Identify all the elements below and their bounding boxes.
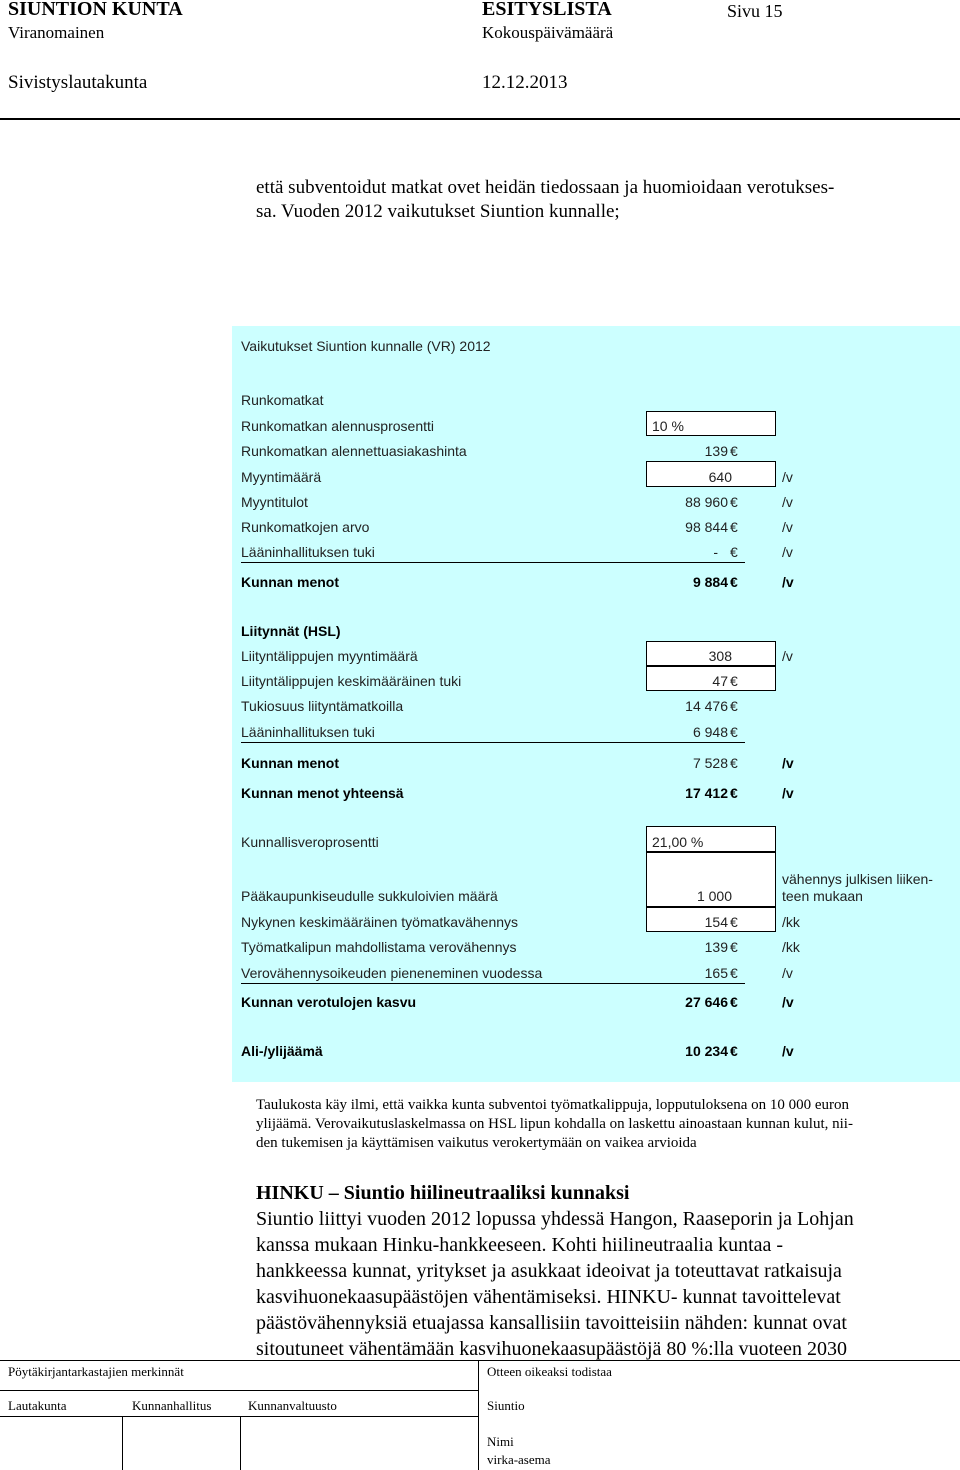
hinku-line-6: sitoutuneet vähentämään kasvihuonekaasupäästöjä 80 %:lla vuoteen 2030 [256,1338,847,1360]
footer-col-divider-2 [240,1416,241,1470]
footer-name-label: Nimi [487,1434,514,1449]
runko-support-label: Lääninhallituksen tuki [241,544,375,560]
tax-rate-label: Kunnallisveroprosentti [241,834,379,850]
runko-price-value: 139 [704,443,728,459]
footer-col-2: Kunnanhallitus [132,1398,212,1413]
tax-ticket-value: 139 [704,939,728,955]
note-line-2: ylijäämä. Verovaikutuslaskelmassa on HSL lipun kohdalla on laskettu ainoastaan kunnan kulut, nii- [256,1116,853,1132]
hsl-sales-value: 308 [708,648,732,664]
tax-increase-value: 27 646 [685,994,728,1010]
currency: € [730,755,738,771]
note-line-3: den tukemisen ja käyttämisen vaikutus verokertymään on vaikea arvioida [256,1135,697,1151]
hinku-heading: HINKU – Siuntio hiilineutraaliksi kunnaksi [256,1182,630,1204]
hsl-total-label: Kunnan menot yhteensä [241,785,404,801]
hsl-cost-label: Kunnan menot [241,755,339,771]
hsl-heading: Liitynnät (HSL) [241,623,341,639]
runko-worth-value: 98 844 [685,519,728,535]
runko-sales-unit: /v [782,469,793,485]
hsl-avg-support-value: 47 [712,673,728,689]
runko-price-label: Runkomatkan alennettuasiakashinta [241,443,467,459]
currency: € [730,574,738,590]
header-rule [0,118,960,120]
currency: € [730,994,738,1010]
hinku-line-3: hankkeessa kunnat, yritykset ja asukkaat ideoivat ja toteuttavat ratkaisuja [256,1260,842,1282]
meeting-date: 12.12.2013 [482,72,568,93]
currency: € [730,1043,738,1059]
runko-income-unit: /v [782,494,793,510]
footer-divider [478,1360,479,1470]
runko-discount-label: Runkomatkan alennusprosentti [241,418,435,434]
runko-worth-label: Runkomatkojen arvo [241,519,370,535]
hsl-cost-unit: /v [782,755,794,771]
tax-note-line-2: teen mukaan [782,888,863,904]
runko-discount-value: 10 % [652,418,684,434]
tax-sum-rule [241,983,745,984]
runko-cost-unit: /v [782,574,794,590]
footer-col-divider-1 [122,1416,123,1470]
hsl-cost-value: 7 528 [692,755,728,771]
authority: Sivistyslautakunta [8,72,148,93]
currency: € [730,544,738,560]
tax-increase-unit: /v [782,994,794,1010]
currency: € [730,914,738,930]
runko-cost-value: 9 884 [692,574,728,590]
currency: € [730,673,738,689]
table-title: Vaikutukset Siuntion kunnalle (VR) 2012 [241,338,491,354]
tax-deduction-unit: /kk [782,914,800,930]
currency: € [730,724,738,740]
runko-sum-rule [241,562,745,563]
hsl-subsidy-label: Tukiosuus liityntämatkoilla [241,698,404,714]
tax-deduction-value: 154 [704,914,728,930]
footer-top-rule [0,1360,960,1361]
hsl-total-value: 17 412 [685,785,728,801]
intro-line-1: että subventoidut matkat ovet heidän tiedossaan ja huomioidaan verotukses- [256,177,835,198]
hsl-total-unit: /v [782,785,794,801]
balance-unit: /v [782,1043,794,1059]
hsl-subsidy-value: 14 476 [685,698,728,714]
runko-cost-label: Kunnan menot [241,574,339,590]
hinku-line-4: kasvihuonekaasupäästöjen vähentämiseksi. HINKU- kunnat tavoittelevat [256,1286,841,1308]
tax-decrease-value: 165 [704,965,728,981]
currency: € [730,494,738,510]
currency: € [730,698,738,714]
runko-heading: Runkomatkat [241,392,324,408]
currency: € [730,965,738,981]
doc-type: ESITYSLISTA [482,0,612,20]
hsl-support-label: Lääninhallituksen tuki [241,724,375,740]
hinku-line-2: kanssa mukaan Hinku-hankkeeseen. Kohti hiilineutraalia kuntaa - [256,1234,784,1256]
runko-sales-label: Myyntimäärä [241,469,322,485]
page-number: Sivu 15 [727,1,783,21]
footer-mid-rule [0,1390,478,1391]
tax-increase-label: Kunnan verotulojen kasvu [241,994,417,1010]
currency: € [730,785,738,801]
tax-commuters-label: Pääkaupunkiseudulle sukkuloivien määrä [241,888,498,904]
hinku-line-1: Siuntio liittyi vuoden 2012 lopussa yhdessä Hangon, Raaseporin ja Lohjan [256,1208,854,1230]
runko-support-unit: /v [782,544,793,560]
tax-ticket-unit: /kk [782,939,800,955]
balance-value: 10 234 [685,1043,728,1059]
runko-worth-unit: /v [782,519,793,535]
footer-position-label: virka-asema [487,1452,551,1467]
hsl-sum-rule [241,742,745,743]
runko-income-value: 88 960 [685,494,728,510]
initials-label: Pöytäkirjantarkastajien merkinnät [8,1364,184,1379]
hinku-line-5: päästövähennyksiä etuajassa kansallisiin tavoitteisiin nähden: kunnat ovat [256,1312,847,1334]
hsl-sales-label: Liityntälippujen myyntimäärä [241,648,418,664]
footer-place: Siuntio [487,1398,525,1413]
certified-label: Otteen oikeaksi todistaa [487,1364,612,1379]
org-name: SIUNTION KUNTA [8,0,183,20]
meeting-date-label: Kokouspäivämäärä [482,23,614,42]
hsl-avg-support-label: Liityntälippujen keskimääräinen tuki [241,673,462,689]
impact-table [232,326,960,1082]
hsl-sales-unit: /v [782,648,793,664]
hsl-support-value: 6 948 [692,724,728,740]
tax-deduction-label: Nykynen keskimääräinen työmatkavähennys [241,914,519,930]
authority-label: Viranomainen [8,23,105,42]
tax-ticket-label: Työmatkalipun mahdollistama verovähennys [241,939,517,955]
intro-line-2: sa. Vuoden 2012 vaikutukset Siuntion kunnalle; [256,201,620,222]
footer-col-3: Kunnanvaltuusto [248,1398,337,1413]
tax-decrease-unit: /v [782,965,793,981]
currency: € [730,939,738,955]
currency: € [730,443,738,459]
runko-support-value: - [713,544,718,560]
runko-sales-value: 640 [708,469,732,485]
runko-income-label: Myyntitulot [241,494,308,510]
tax-rate-value: 21,00 % [652,834,704,850]
tax-commuters-value: 1 000 [696,888,732,904]
balance-label: Ali-/ylijäämä [241,1043,323,1059]
tax-decrease-label: Verovähennysoikeuden pieneneminen vuodessa [241,965,543,981]
note-line-1: Taulukosta käy ilmi, että vaikka kunta subventoi työmatkalippuja, lopputuloksena on 10 000 euron [256,1097,850,1113]
currency: € [730,519,738,535]
tax-note-line-1: vähennys julkisen liiken- [782,871,933,887]
footer-cols-rule [0,1416,478,1417]
footer-col-1: Lautakunta [8,1398,67,1413]
